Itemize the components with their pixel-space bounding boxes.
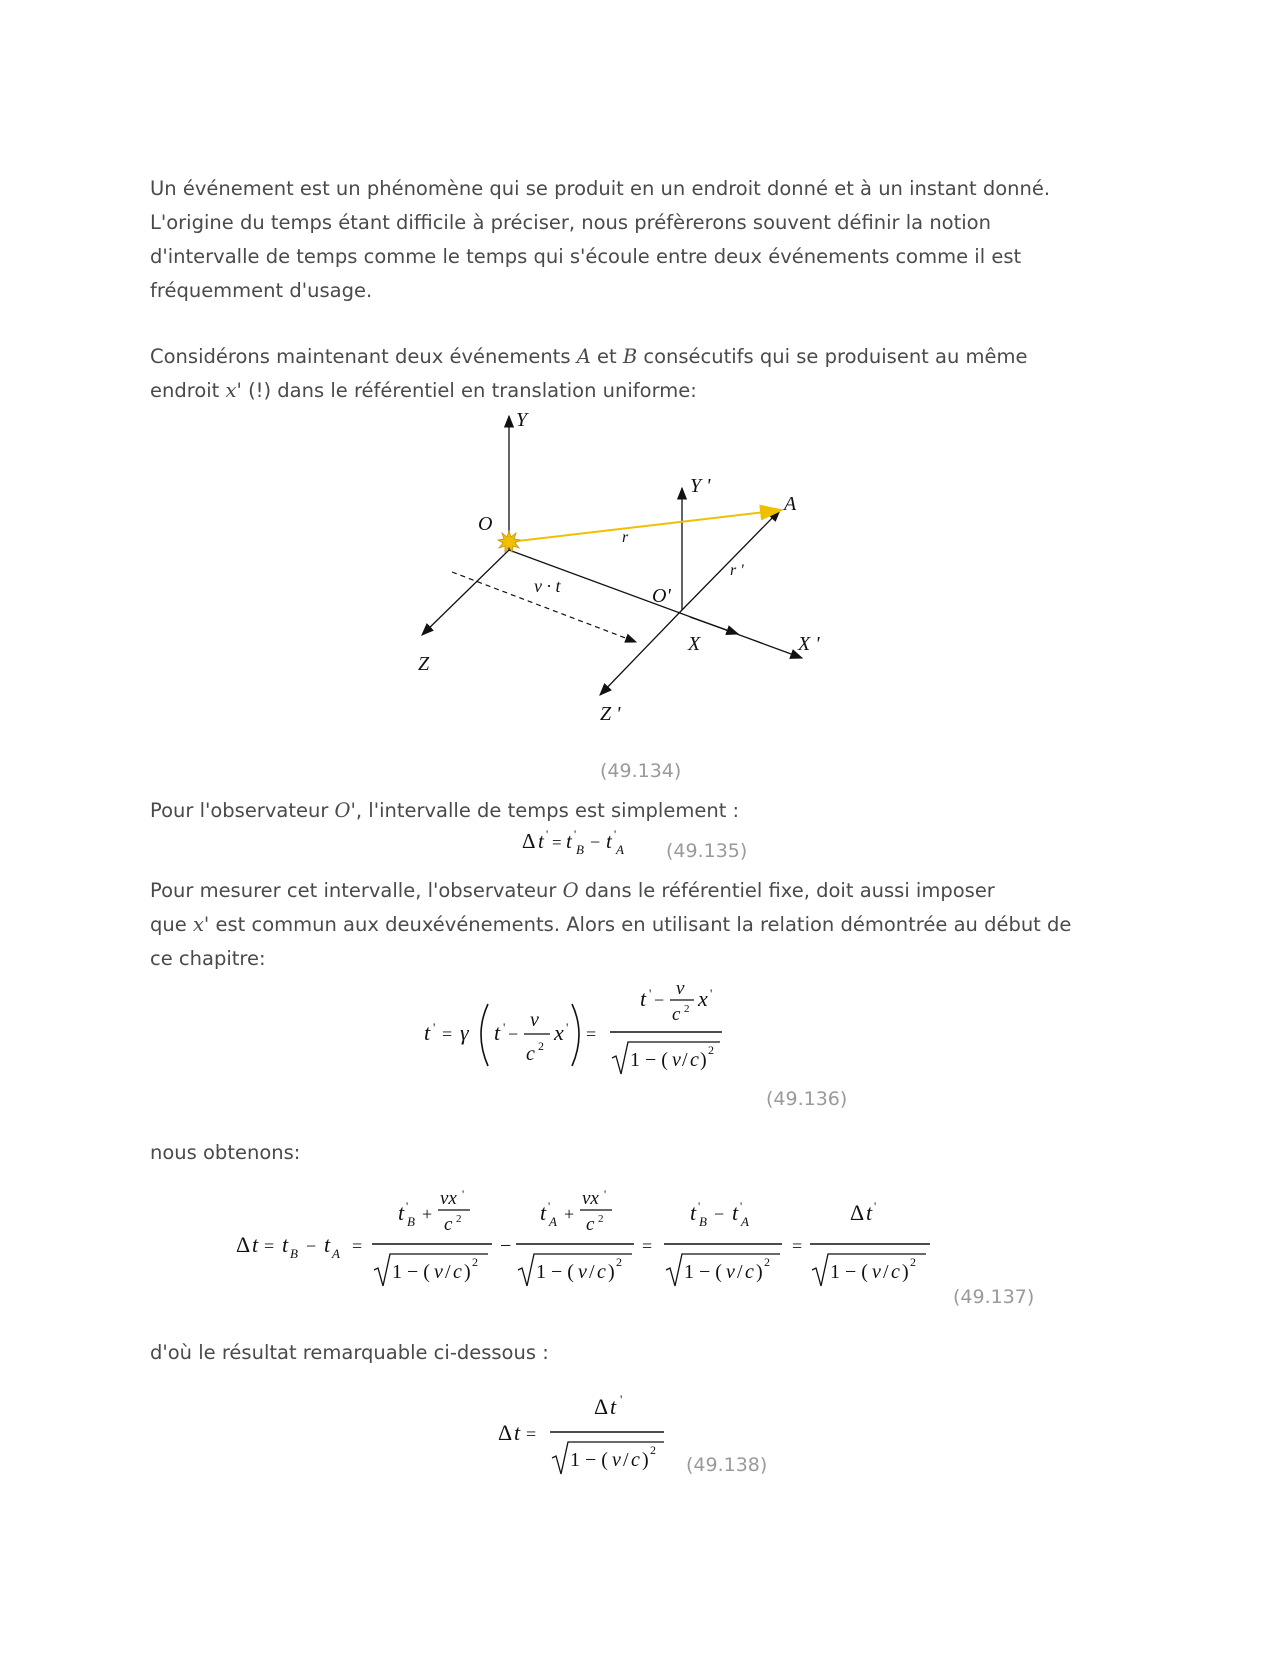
svg-text:+: + — [564, 1204, 575, 1224]
svg-text:c: c — [586, 1214, 595, 1235]
svg-text:1 − (: 1 − ( — [570, 1449, 608, 1471]
svg-text:': ' — [574, 827, 577, 841]
text-line: fréquemment d'usage. — [150, 279, 373, 302]
events-paragraph — [150, 340, 1110, 408]
svg-text:': ' — [698, 1199, 701, 1213]
svg-text:t: t — [514, 1420, 521, 1445]
svg-text:t: t — [566, 829, 572, 853]
equation-number: (49.137) — [953, 1286, 1035, 1308]
text-line: d'intervalle de temps comme le temps qui s'écoule entre deux événements comme il est — [150, 245, 1022, 268]
conclusion-paragraph: d'où le résultat remarquable ci-dessous : — [150, 1341, 549, 1364]
svg-text:/: / — [737, 1261, 743, 1283]
text: , l'intervalle de temps est simplement : — [355, 799, 740, 822]
svg-text:−: − — [508, 1024, 519, 1044]
symbol-o-prime: O' — [334, 799, 356, 822]
measurement-paragraph — [150, 874, 1110, 976]
svg-text:=: = — [264, 1236, 275, 1256]
svg-text:): ) — [902, 1261, 909, 1283]
svg-text:c: c — [745, 1261, 754, 1283]
text-line — [150, 340, 1110, 374]
svg-text:): ) — [756, 1261, 763, 1283]
label-z: Z — [418, 653, 430, 675]
text-line: ce chapitre: — [150, 947, 266, 970]
svg-text:t: t — [540, 1200, 547, 1225]
svg-text:2: 2 — [764, 1255, 770, 1269]
svg-text:t: t — [866, 1200, 873, 1225]
svg-text:+: + — [422, 1204, 433, 1224]
text: et — [590, 345, 623, 368]
svg-text:': ' — [406, 1199, 409, 1213]
observer-paragraph — [150, 794, 1110, 828]
svg-text:v: v — [676, 980, 685, 999]
svg-text:=: = — [526, 1424, 537, 1444]
text: consécutifs qui se produisent au même — [637, 345, 1028, 368]
svg-text:x: x — [698, 986, 708, 1011]
svg-text:vx: vx — [582, 1188, 599, 1209]
text-line — [150, 908, 1110, 942]
svg-text:−: − — [500, 1235, 512, 1257]
svg-text:=: = — [442, 1024, 453, 1044]
equation-number: (49.135) — [666, 840, 748, 862]
text: Pour mesurer cet intervalle, l'observateur — [150, 879, 563, 902]
label-x: X — [688, 633, 701, 655]
svg-text:v: v — [872, 1261, 881, 1283]
svg-text:t: t — [606, 829, 612, 853]
svg-text:': ' — [614, 827, 617, 841]
svg-text:): ) — [608, 1261, 615, 1283]
svg-text:t: t — [494, 1020, 501, 1045]
svg-text:2: 2 — [684, 1003, 690, 1015]
svg-text:c: c — [597, 1261, 606, 1283]
svg-text:t: t — [732, 1200, 739, 1225]
svg-text:': ' — [546, 827, 549, 841]
svg-text:c: c — [444, 1214, 453, 1235]
text-line — [150, 874, 1110, 908]
label-r: r — [622, 529, 629, 546]
symbol-b: B — [622, 345, 638, 368]
svg-text:v: v — [434, 1261, 443, 1283]
svg-text:Δ: Δ — [594, 1394, 609, 1419]
svg-text:A: A — [549, 1214, 557, 1229]
svg-text:−: − — [590, 832, 601, 852]
svg-text:−: − — [306, 1236, 317, 1256]
label-o: O — [478, 513, 493, 535]
velocity-arrow — [690, 617, 738, 634]
svg-text:': ' — [503, 1020, 506, 1035]
label-x-prime: X ' — [798, 633, 820, 655]
equation-number: (49.134) — [600, 760, 682, 782]
svg-text:': ' — [710, 986, 713, 1001]
svg-text:c: c — [672, 1004, 681, 1025]
svg-text:A: A — [741, 1214, 749, 1229]
svg-text:/: / — [682, 1049, 688, 1071]
svg-text:t: t — [640, 986, 647, 1011]
svg-text:=: = — [552, 833, 562, 852]
z-axis — [422, 550, 509, 635]
svg-text:c: c — [891, 1261, 900, 1283]
svg-text:1 − (: 1 − ( — [684, 1261, 722, 1283]
label-o-prime: O' — [652, 585, 671, 607]
svg-text:2: 2 — [708, 1043, 714, 1057]
svg-text:2: 2 — [650, 1443, 656, 1457]
svg-text:A: A — [332, 1246, 340, 1261]
svg-text:t: t — [424, 1020, 431, 1045]
svg-text:): ) — [642, 1449, 649, 1471]
svg-text:): ) — [464, 1261, 471, 1283]
svg-text:=: = — [792, 1236, 803, 1256]
symbol-x-prime: x' — [192, 913, 210, 936]
equation-number: (49.138) — [686, 1454, 768, 1476]
reference-frames-figure — [400, 410, 880, 740]
svg-text:): ) — [700, 1049, 707, 1071]
svg-text:=: = — [352, 1236, 363, 1256]
svg-text:γ: γ — [460, 1020, 469, 1045]
svg-text:v: v — [726, 1261, 735, 1283]
label-a: A — [784, 493, 797, 515]
svg-text:vx: vx — [440, 1188, 457, 1209]
svg-text:1 − (: 1 − ( — [536, 1261, 574, 1283]
label-vt: v · t — [534, 576, 561, 596]
svg-text:−: − — [654, 990, 665, 1010]
svg-text:B: B — [576, 842, 584, 857]
svg-text:': ' — [462, 1187, 465, 1201]
svg-text:': ' — [433, 1020, 436, 1035]
svg-text:Δ: Δ — [522, 829, 536, 853]
svg-text:t: t — [398, 1200, 405, 1225]
svg-text:2: 2 — [456, 1213, 462, 1225]
equation-number: (49.136) — [766, 1088, 848, 1110]
equation-49-136 — [420, 980, 750, 1090]
svg-text:t: t — [324, 1232, 331, 1257]
r-prime-vector — [682, 510, 780, 610]
svg-text:t: t — [690, 1200, 697, 1225]
svg-text:B: B — [290, 1246, 298, 1261]
label-y: Y — [516, 410, 528, 431]
svg-text:t: t — [282, 1232, 289, 1257]
svg-text:/: / — [445, 1261, 451, 1283]
text: Considérons maintenant deux événements — [150, 345, 577, 368]
svg-text:c: c — [526, 1043, 535, 1065]
text: dans le référentiel fixe, doit aussi imposer — [578, 879, 995, 902]
svg-text:Δ: Δ — [850, 1200, 865, 1225]
svg-text:v: v — [612, 1449, 621, 1471]
z-prime-axis — [600, 610, 682, 695]
svg-text:/: / — [589, 1261, 595, 1283]
svg-text:B: B — [407, 1214, 415, 1229]
svg-text:1 − (: 1 − ( — [392, 1261, 430, 1283]
r-vector — [509, 510, 782, 542]
text: endroit — [150, 379, 226, 402]
svg-text:=: = — [642, 1236, 653, 1256]
svg-text:t: t — [252, 1232, 259, 1257]
svg-text:v: v — [530, 1009, 539, 1031]
svg-text:−: − — [714, 1204, 725, 1224]
text-line: Un événement est un phénomène qui se produit en un endroit donné et à un instant donné. — [150, 177, 1051, 200]
svg-text:=: = — [586, 1024, 597, 1044]
svg-text:1 − (: 1 − ( — [830, 1261, 868, 1283]
symbol-o: O — [562, 879, 579, 902]
equation-49-135 — [520, 826, 650, 862]
equation-49-138 — [494, 1390, 674, 1490]
svg-text:x: x — [554, 1020, 564, 1045]
result-intro: nous obtenons: — [150, 1141, 301, 1164]
svg-text:Δ: Δ — [498, 1420, 513, 1445]
svg-text:t: t — [610, 1394, 617, 1419]
svg-text:2: 2 — [616, 1255, 622, 1269]
svg-text:c: c — [453, 1261, 462, 1283]
svg-text:c: c — [631, 1449, 640, 1471]
svg-text:/: / — [883, 1261, 889, 1283]
svg-text:': ' — [649, 986, 652, 1001]
equation-49-137 — [230, 1184, 940, 1314]
svg-text:': ' — [874, 1199, 877, 1213]
text: est commun aux deuxévénements. Alors en utilisant la relation démontrée au début de — [209, 913, 1072, 936]
svg-text:2: 2 — [538, 1039, 544, 1053]
text-line — [150, 374, 1110, 408]
intro-paragraph — [150, 172, 1110, 308]
svg-text:c: c — [690, 1049, 699, 1071]
svg-text:': ' — [566, 1020, 569, 1035]
label-z-prime: Z ' — [600, 703, 621, 725]
label-y-prime: Y ' — [690, 475, 711, 497]
svg-text:B: B — [699, 1214, 707, 1229]
symbol-a: A — [576, 345, 591, 368]
svg-text:/: / — [623, 1449, 629, 1471]
svg-text:': ' — [548, 1199, 551, 1213]
symbol-x-prime: x' — [225, 379, 242, 402]
text: que — [150, 913, 193, 936]
label-r-prime: r ' — [730, 562, 744, 579]
text: Pour l'observateur — [150, 799, 335, 822]
svg-text:t: t — [538, 829, 544, 853]
svg-text:': ' — [620, 1392, 623, 1407]
svg-text:2: 2 — [910, 1255, 916, 1269]
svg-text:2: 2 — [472, 1255, 478, 1269]
svg-text:1 − (: 1 − ( — [630, 1049, 668, 1071]
svg-text:v: v — [672, 1049, 681, 1071]
svg-text:': ' — [604, 1187, 607, 1201]
svg-text:2: 2 — [598, 1213, 604, 1225]
text-line: L'origine du temps étant difficile à préciser, nous préfèrerons souvent définir la notion — [150, 211, 991, 234]
svg-text:A: A — [616, 842, 624, 857]
svg-text:': ' — [740, 1199, 743, 1213]
svg-text:Δ: Δ — [236, 1232, 251, 1257]
text: (!) dans le référentiel en translation uniforme: — [241, 379, 697, 402]
svg-text:v: v — [578, 1261, 587, 1283]
